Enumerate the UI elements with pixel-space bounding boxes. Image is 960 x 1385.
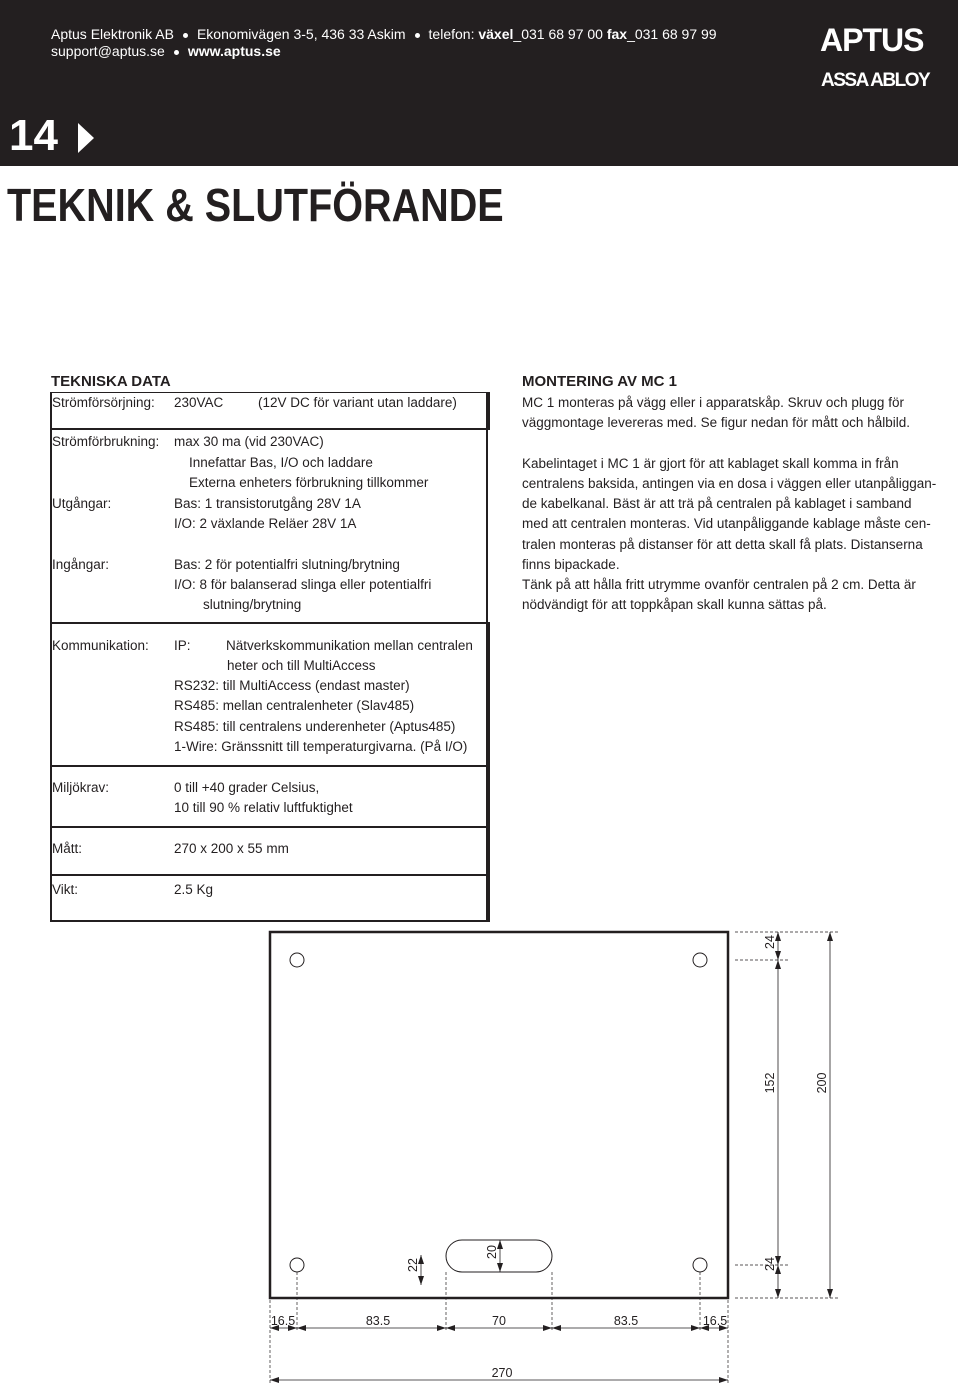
dim-label: 22 (406, 1258, 420, 1272)
row-label: Kommunikation: (52, 638, 149, 653)
row-value: Innefattar Bas, I/O och laddare (189, 455, 373, 470)
row-label: Miljökrav: (52, 780, 110, 795)
fax-number: _031 68 97 99 (627, 26, 717, 42)
row-value: Bas: 2 för potentialfri slutning/brytning (174, 557, 400, 572)
row-label: Strömförbrukning: (52, 434, 160, 449)
row-value: 0 till +40 grader Celsius, (174, 780, 320, 795)
mounting-hole-icon (693, 1258, 707, 1272)
assa-abloy-logo: ASSA ABLOY (821, 70, 930, 91)
mounting-text-line: finns bipackade. (522, 557, 620, 572)
dim-label: 24 (763, 935, 777, 949)
mounting-text-line: väggmontage levereras med. Se figur nedan för mått och hålbild. (522, 415, 910, 430)
row-label: Utgångar: (52, 496, 112, 511)
mounting-text-line: de kabelkanal. Bäst är att trä på centralen på kablaget i samband (522, 496, 912, 511)
dim-total-label: 270 (491, 1366, 513, 1380)
row-label: Vikt: (52, 882, 79, 897)
row-label: Ingångar: (52, 557, 110, 572)
row-value: I/O: 8 för balanserad slinga eller potentialfri (174, 577, 432, 592)
aptus-logo: APTUS (820, 22, 924, 58)
row-label: Strömförsörjning: (52, 395, 155, 410)
row-value: IP: (174, 638, 191, 653)
mounting-heading: MONTERING AV MC 1 (522, 373, 678, 390)
row-value: Externa enheters förbrukning tillkommer (189, 475, 429, 490)
dim-label: 16.5 (270, 1314, 296, 1328)
mounting-hole-icon (693, 953, 707, 967)
dim-label: 24 (763, 1257, 777, 1271)
dim-label: 83.5 (365, 1314, 391, 1328)
row-value: max 30 ma (vid 230VAC) (174, 434, 324, 449)
row-value: 270 x 200 x 55 mm (174, 841, 289, 856)
mounting-text-line: MC 1 monteras på vägg eller i apparatskåp. Skruv och plugg för (522, 395, 904, 410)
row-value: Bas: 1 transistorutgång 28V 1A (174, 496, 361, 511)
row-value: RS485: mellan centralenheter (Slav485) (174, 698, 415, 713)
mounting-text-line: med att centralen monteras. Vid utanpåliggande kablage måste cen- (522, 516, 931, 531)
phone-vaxel-label: växel (478, 26, 514, 42)
mounting-hole-icon (290, 1258, 304, 1272)
mounting-text-line: tralen monteras på distanser för att detta skall få plats. Distanserna (522, 537, 923, 552)
dim-label: 83.5 (613, 1314, 639, 1328)
mounting-text-line: nödvändigt för att toppkåpan skall kunna sättas på. (522, 597, 827, 612)
tech-data-heading: TEKNISKA DATA (51, 373, 171, 390)
website-link[interactable]: www.aptus.se (187, 43, 281, 59)
mounting-hole-icon (290, 953, 304, 967)
phone-prefix: telefon: (428, 26, 479, 42)
row-value: slutning/brytning (203, 597, 302, 612)
row-value: I/O: 2 växlande Reläer 28V 1A (174, 516, 357, 531)
row-label: Mått: (52, 841, 83, 856)
row-value: 2.5 Kg (174, 882, 214, 897)
company-name: Aptus Elektronik AB (51, 26, 174, 42)
row-value: heter och till MultiAccess (227, 658, 376, 673)
page-number: 14 (9, 111, 58, 160)
dim-label: 200 (815, 1072, 829, 1094)
phone-vaxel: _031 68 97 00 (513, 26, 607, 42)
page-title: TEKNIK & SLUTFÖRANDE (7, 179, 504, 231)
mounting-text-line: Tänk på att hålla fritt utrymme ovanför centralen på 2 cm. Detta är (522, 577, 916, 592)
fax-label: fax (606, 26, 628, 42)
dim-label: 70 (492, 1314, 506, 1328)
dim-label: 16.5 (702, 1314, 728, 1328)
row-value: 1-Wire: Gränssnitt till temperaturgivarna. (På I/O) (174, 739, 468, 754)
support-email[interactable]: support@aptus.se (51, 43, 165, 59)
row-value: Nätverkskommunikation mellan centralen (226, 638, 473, 653)
dim-label: 20 (485, 1245, 499, 1259)
address: Ekonomivägen 3-5, 436 33 Askim (196, 26, 406, 42)
row-value: 10 till 90 % relativ luftfuktighet (174, 800, 353, 815)
row-value: (12V DC för variant utan laddare) (258, 395, 457, 410)
row-value: RS485: till centralens underenheter (Aptus485) (174, 719, 456, 734)
mounting-text-line: centralens baksida, antingen via en dosa i väggen eller utanpåliggan- (522, 476, 937, 491)
dim-label: 152 (763, 1072, 777, 1094)
mounting-text-line: Kabelintaget i MC 1 är gjort för att kablaget skall komma in från (522, 456, 899, 471)
row-value: 230VAC (174, 395, 224, 410)
row-value: RS232: till MultiAccess (endast master) (174, 678, 410, 693)
